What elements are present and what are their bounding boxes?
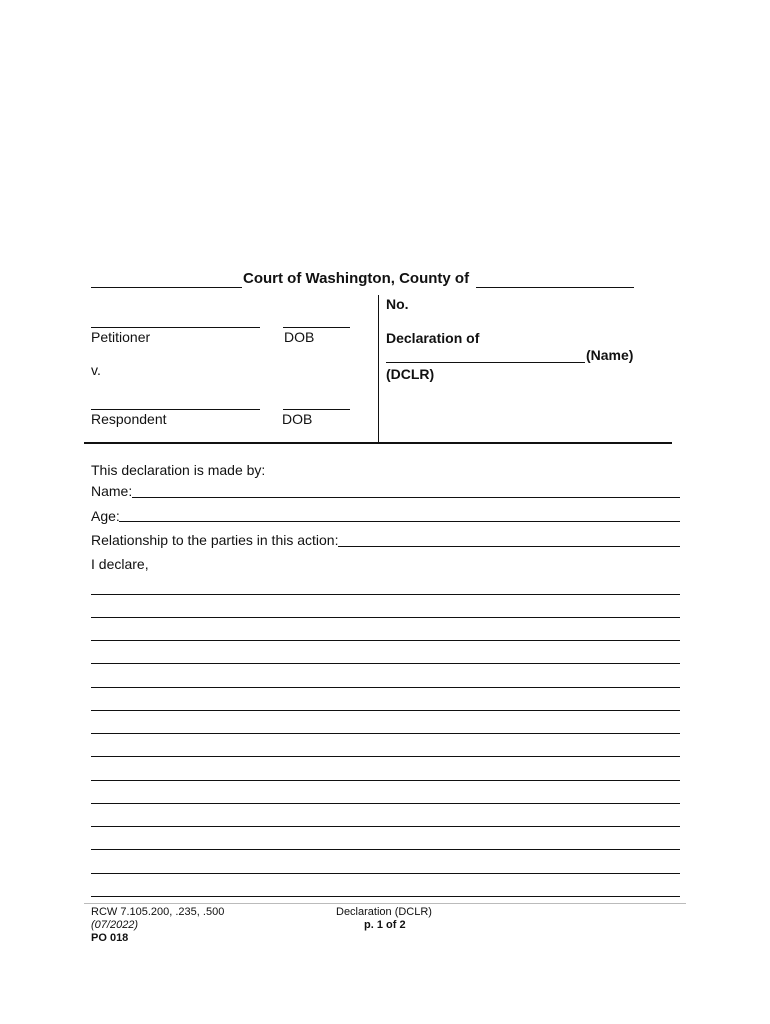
petitioner-label: Petitioner [91, 329, 151, 345]
writing-line[interactable] [91, 826, 680, 827]
writing-line[interactable] [91, 756, 680, 757]
name-label: (Name) [586, 347, 634, 363]
writing-line[interactable] [91, 640, 680, 641]
footer-revision-date: (07/2022) [91, 919, 139, 931]
respondent-label: Respondent [91, 411, 167, 427]
respondent-dob-blank[interactable] [283, 409, 350, 410]
county-blank[interactable] [476, 287, 634, 288]
declare-label: I declare, [91, 556, 149, 572]
relationship-field-line[interactable] [338, 546, 680, 547]
court-name-blank[interactable] [91, 287, 242, 288]
court-title: Court of Washington, County of [243, 270, 470, 287]
respondent-name-blank[interactable] [91, 409, 260, 410]
case-number-label: No. [386, 296, 409, 312]
petitioner-dob-blank[interactable] [283, 327, 350, 328]
versus-label: v. [91, 362, 101, 378]
dclr-label: (DCLR) [386, 366, 435, 382]
name-field-label: Name: [91, 483, 133, 499]
footer-rule [84, 903, 686, 904]
relationship-field-label: Relationship to the parties in this action: [91, 532, 339, 548]
caption-bottom-rule [84, 442, 672, 444]
age-field-line[interactable] [119, 521, 680, 522]
writing-line[interactable] [91, 617, 680, 618]
writing-line[interactable] [91, 710, 680, 711]
name-field-line[interactable] [132, 497, 680, 498]
petitioner-name-blank[interactable] [91, 327, 260, 328]
writing-line[interactable] [91, 873, 680, 874]
writing-line[interactable] [91, 594, 680, 595]
writing-line[interactable] [91, 687, 680, 688]
declarant-name-blank[interactable] [386, 362, 585, 363]
caption-divider [378, 295, 379, 443]
writing-line[interactable] [91, 849, 680, 850]
writing-line[interactable] [91, 733, 680, 734]
declaration-of-label: Declaration of [386, 330, 480, 346]
age-field-label: Age: [91, 508, 120, 524]
writing-line[interactable] [91, 896, 680, 897]
footer-page-number: p. 1 of 2 [364, 919, 406, 931]
declaration-intro: This declaration is made by: [91, 462, 266, 478]
footer-statute: RCW 7.105.200, .235, .500 [91, 906, 225, 918]
petitioner-dob-label: DOB [284, 329, 315, 345]
writing-line[interactable] [91, 780, 680, 781]
footer-form-title: Declaration (DCLR) [336, 906, 432, 918]
writing-line[interactable] [91, 803, 680, 804]
footer-form-number: PO 018 [91, 932, 129, 944]
writing-line[interactable] [91, 663, 680, 664]
respondent-dob-label: DOB [282, 411, 313, 427]
